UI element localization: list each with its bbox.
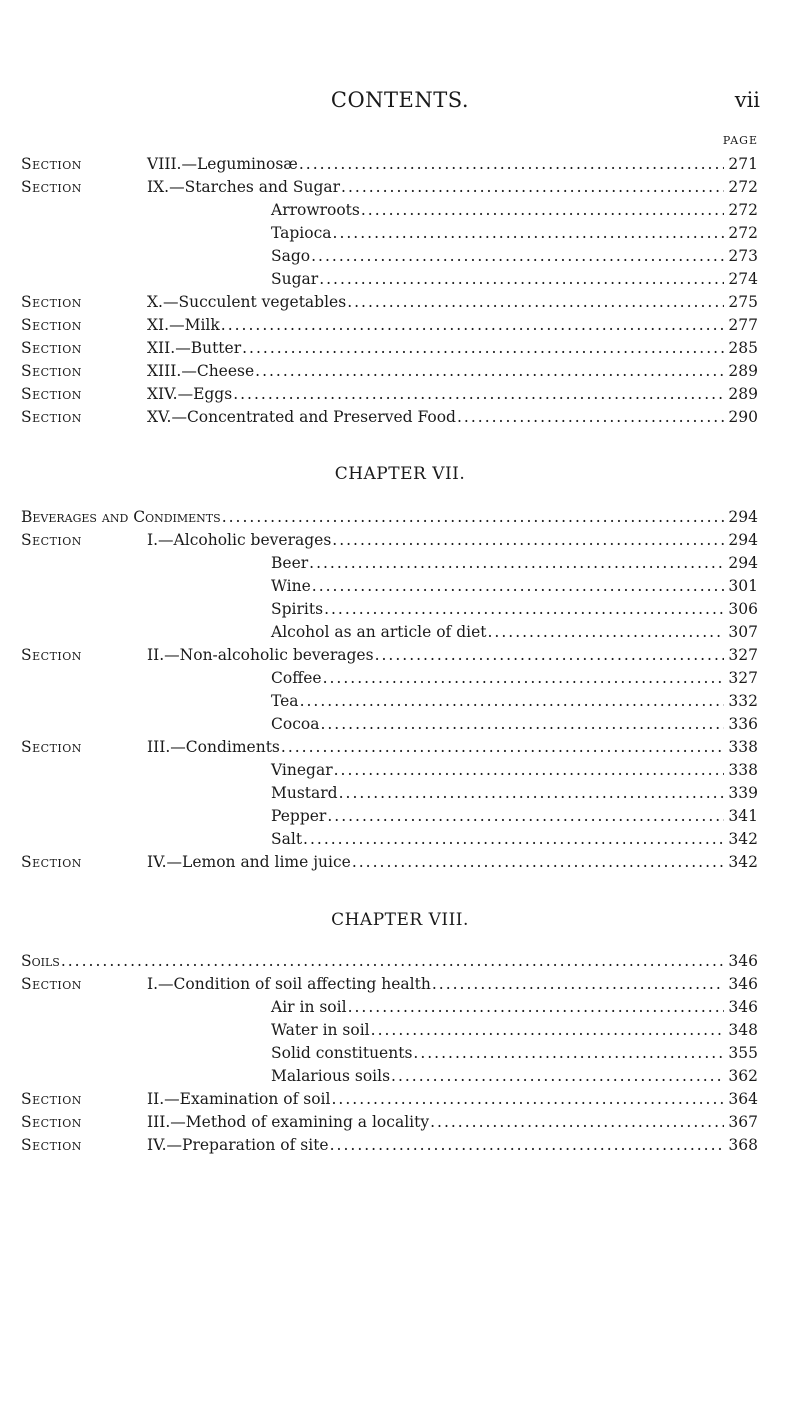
entry-title: VIII.—Leguminosæ bbox=[147, 155, 298, 173]
page-header bbox=[0, 88, 800, 118]
toc-row bbox=[0, 337, 800, 360]
leader-dots bbox=[348, 996, 725, 1019]
entry-page: 294 bbox=[728, 508, 758, 526]
entry-page: 336 bbox=[728, 715, 758, 733]
entry-page: 355 bbox=[728, 1044, 758, 1062]
entry-title: Sago bbox=[271, 247, 311, 265]
section-label: Section bbox=[21, 853, 82, 871]
entry-page: 341 bbox=[728, 807, 758, 825]
entry-page: 272 bbox=[728, 201, 758, 219]
toc-entry bbox=[147, 291, 758, 314]
leader-dots bbox=[430, 1111, 724, 1134]
toc-entry bbox=[271, 782, 758, 805]
leader-dots bbox=[281, 736, 725, 759]
toc-row bbox=[0, 782, 800, 805]
entry-page: 306 bbox=[728, 600, 758, 618]
toc-entry bbox=[147, 736, 758, 759]
section-label: Section bbox=[21, 1090, 82, 1108]
toc-entry bbox=[147, 153, 758, 176]
toc-entry bbox=[21, 950, 758, 973]
leader-dots bbox=[332, 529, 724, 552]
entry-page: 348 bbox=[728, 1021, 758, 1039]
entry-title: Cocoa bbox=[271, 715, 320, 733]
entry-title: XIV.—Eggs bbox=[147, 385, 233, 403]
entry-page: 327 bbox=[728, 669, 758, 687]
section-label: Section bbox=[21, 738, 82, 756]
entry-page: 327 bbox=[728, 646, 758, 664]
toc-row bbox=[0, 973, 800, 996]
toc-entry bbox=[271, 552, 758, 575]
page-column-label: PAGE bbox=[722, 134, 758, 147]
toc-row bbox=[0, 552, 800, 575]
leader-dots bbox=[352, 851, 725, 874]
entry-page: 277 bbox=[728, 316, 758, 334]
entry-title: Salt bbox=[271, 830, 303, 848]
toc-row bbox=[0, 575, 800, 598]
section-label: Section bbox=[21, 339, 82, 357]
leader-dots bbox=[333, 222, 725, 245]
section-label: Section bbox=[21, 975, 82, 993]
leader-dots bbox=[391, 1065, 724, 1088]
leader-dots bbox=[233, 383, 724, 406]
entry-page: 289 bbox=[728, 385, 758, 403]
leader-dots bbox=[303, 828, 724, 851]
leader-dots bbox=[330, 1134, 725, 1157]
toc-entry bbox=[271, 1019, 758, 1042]
toc-row bbox=[0, 950, 800, 973]
entry-page: 294 bbox=[728, 531, 758, 549]
toc-entry bbox=[147, 973, 758, 996]
toc-entry bbox=[271, 575, 758, 598]
leader-dots bbox=[309, 552, 724, 575]
toc-entry bbox=[271, 996, 758, 1019]
toc-entry bbox=[271, 199, 758, 222]
entry-title: Tea bbox=[271, 692, 299, 710]
toc-row bbox=[0, 667, 800, 690]
toc-entry bbox=[147, 1088, 758, 1111]
leader-dots bbox=[255, 360, 724, 383]
entry-title: XIII.—Cheese bbox=[147, 362, 255, 380]
toc-entry bbox=[271, 598, 758, 621]
toc-row bbox=[0, 153, 800, 176]
leader-dots bbox=[341, 176, 724, 199]
toc-entry bbox=[271, 667, 758, 690]
entry-title: III.—Method of examining a locality bbox=[147, 1113, 430, 1131]
toc-entry bbox=[147, 406, 758, 429]
leader-dots bbox=[312, 575, 725, 598]
section-label: Section bbox=[21, 1136, 82, 1154]
toc-row bbox=[0, 690, 800, 713]
leader-dots bbox=[222, 506, 725, 529]
leader-dots bbox=[457, 406, 724, 429]
leader-dots bbox=[327, 805, 724, 828]
toc-row bbox=[0, 621, 800, 644]
entry-title: Beer bbox=[271, 554, 309, 572]
toc-entry bbox=[271, 222, 758, 245]
toc-row bbox=[0, 291, 800, 314]
entry-title: Vinegar bbox=[271, 761, 333, 779]
toc-entry bbox=[271, 245, 758, 268]
entry-title: Beverages and Condiments bbox=[21, 508, 221, 526]
section-label: Section bbox=[21, 1113, 82, 1131]
toc-entry bbox=[271, 621, 758, 644]
toc-entry bbox=[147, 644, 758, 667]
section-label: Section bbox=[21, 646, 82, 664]
entry-title: I.—Condition of soil affecting health bbox=[147, 975, 431, 993]
leader-dots bbox=[221, 314, 725, 337]
entry-title: Pepper bbox=[271, 807, 327, 825]
entry-title: Coffee bbox=[271, 669, 322, 687]
entry-title: Solid constituents bbox=[271, 1044, 413, 1062]
leader-dots bbox=[339, 782, 725, 805]
entry-page: 342 bbox=[728, 830, 758, 848]
toc-entry bbox=[147, 851, 758, 874]
toc-row bbox=[0, 851, 800, 874]
entry-page: 294 bbox=[728, 554, 758, 572]
leader-dots bbox=[319, 268, 724, 291]
entry-title: XII.—Butter bbox=[147, 339, 242, 357]
toc-entry bbox=[147, 1134, 758, 1157]
entry-page: 364 bbox=[728, 1090, 758, 1108]
entry-page: 362 bbox=[728, 1067, 758, 1085]
toc-entry bbox=[271, 1065, 758, 1088]
leader-dots bbox=[242, 337, 724, 360]
entry-page: 346 bbox=[728, 952, 758, 970]
leader-dots bbox=[375, 644, 725, 667]
leader-dots bbox=[488, 621, 725, 644]
entry-title: Tapioca bbox=[271, 224, 332, 242]
leader-dots bbox=[347, 291, 724, 314]
toc-row bbox=[0, 1065, 800, 1088]
toc-entry bbox=[271, 268, 758, 291]
toc-entry bbox=[271, 805, 758, 828]
entry-title: Alcohol as an article of diet bbox=[271, 623, 487, 641]
entry-page: 274 bbox=[728, 270, 758, 288]
toc-row bbox=[0, 644, 800, 667]
entry-title: II.—Non-alcoholic beverages bbox=[147, 646, 374, 664]
toc-entry bbox=[271, 713, 758, 736]
toc-entry bbox=[271, 828, 758, 851]
entry-title: Soils bbox=[21, 952, 60, 970]
toc-row bbox=[0, 1019, 800, 1042]
toc-row bbox=[0, 1088, 800, 1111]
toc-entry bbox=[147, 337, 758, 360]
leader-dots bbox=[323, 667, 725, 690]
entry-title: III.—Condiments bbox=[147, 738, 280, 756]
entry-title: Wine bbox=[271, 577, 311, 595]
toc-entry bbox=[147, 1111, 758, 1134]
entry-page: 301 bbox=[728, 577, 758, 595]
entry-title: Sugar bbox=[271, 270, 319, 288]
section-label: Section bbox=[21, 362, 82, 380]
entry-page: 307 bbox=[728, 623, 758, 641]
entry-title: Water in soil bbox=[271, 1021, 370, 1039]
entry-title: Air in soil bbox=[271, 998, 347, 1016]
entry-title: Malarious soils bbox=[271, 1067, 391, 1085]
toc-row bbox=[0, 1111, 800, 1134]
section-label: Section bbox=[21, 178, 82, 196]
entry-title: Mustard bbox=[271, 784, 338, 802]
entry-page: 275 bbox=[728, 293, 758, 311]
leader-dots bbox=[371, 1019, 725, 1042]
entry-page: 368 bbox=[728, 1136, 758, 1154]
entry-title: Arrowroots bbox=[271, 201, 360, 219]
leader-dots bbox=[432, 973, 725, 996]
toc-entry bbox=[147, 360, 758, 383]
toc-row bbox=[0, 406, 800, 429]
entry-page: 272 bbox=[728, 178, 758, 196]
toc-row bbox=[0, 828, 800, 851]
entry-title: XV.—Concentrated and Preserved Food bbox=[147, 408, 456, 426]
entry-page: 271 bbox=[728, 155, 758, 173]
section-label: Section bbox=[21, 408, 82, 426]
entry-title: XI.—Milk bbox=[147, 316, 220, 334]
toc-entry bbox=[147, 314, 758, 337]
leader-dots bbox=[61, 950, 725, 973]
toc-entry bbox=[271, 1042, 758, 1065]
toc-row bbox=[0, 529, 800, 552]
section-label: Section bbox=[21, 293, 82, 311]
leader-dots bbox=[331, 1088, 724, 1111]
leader-dots bbox=[413, 1042, 724, 1065]
entry-title: I.—Alcoholic beverages bbox=[147, 531, 332, 549]
toc-row bbox=[0, 222, 800, 245]
entry-page: 339 bbox=[728, 784, 758, 802]
toc-row bbox=[0, 314, 800, 337]
entry-page: 338 bbox=[728, 738, 758, 756]
toc-row bbox=[0, 805, 800, 828]
toc-row bbox=[0, 360, 800, 383]
entry-title: II.—Examination of soil bbox=[147, 1090, 331, 1108]
toc-row bbox=[0, 713, 800, 736]
toc-row bbox=[0, 268, 800, 291]
toc-entry bbox=[271, 690, 758, 713]
page-number: vii bbox=[734, 88, 760, 112]
toc-row bbox=[0, 598, 800, 621]
chapter-heading: CHAPTER VIII. bbox=[331, 910, 469, 930]
leader-dots bbox=[320, 713, 724, 736]
leader-dots bbox=[311, 245, 724, 268]
toc-row bbox=[0, 1042, 800, 1065]
entry-page: 346 bbox=[728, 975, 758, 993]
entry-page: 289 bbox=[728, 362, 758, 380]
section-label: Section bbox=[21, 316, 82, 334]
leader-dots bbox=[361, 199, 725, 222]
toc-entry bbox=[271, 759, 758, 782]
entry-page: 273 bbox=[728, 247, 758, 265]
toc-entry bbox=[21, 506, 758, 529]
entry-page: 338 bbox=[728, 761, 758, 779]
entry-page: 346 bbox=[728, 998, 758, 1016]
toc-row bbox=[0, 383, 800, 406]
toc-entry bbox=[147, 383, 758, 406]
toc-row bbox=[0, 736, 800, 759]
entry-page: 272 bbox=[728, 224, 758, 242]
leader-dots bbox=[300, 690, 725, 713]
leader-dots bbox=[299, 153, 725, 176]
toc-row bbox=[0, 506, 800, 529]
toc-row bbox=[0, 1134, 800, 1157]
chapter-heading: CHAPTER VII. bbox=[334, 464, 466, 484]
toc-entry bbox=[147, 176, 758, 199]
entry-page: 332 bbox=[728, 692, 758, 710]
entry-title: X.—Succulent vegetables bbox=[147, 293, 347, 311]
entry-page: 285 bbox=[728, 339, 758, 357]
toc-row bbox=[0, 199, 800, 222]
section-label: Section bbox=[21, 531, 82, 549]
toc-row bbox=[0, 176, 800, 199]
entry-page: 290 bbox=[728, 408, 758, 426]
toc-row bbox=[0, 996, 800, 1019]
entry-title: IX.—Starches and Sugar bbox=[147, 178, 341, 196]
toc-row bbox=[0, 759, 800, 782]
leader-dots bbox=[334, 759, 725, 782]
section-label: Section bbox=[21, 155, 82, 173]
entry-title: IV.—Lemon and lime juice bbox=[147, 853, 351, 871]
entry-page: 342 bbox=[728, 853, 758, 871]
entry-page: 367 bbox=[728, 1113, 758, 1131]
toc-entry bbox=[147, 529, 758, 552]
page-title: CONTENTS. bbox=[330, 88, 470, 112]
leader-dots bbox=[324, 598, 724, 621]
section-label: Section bbox=[21, 385, 82, 403]
entry-title: IV.—Preparation of site bbox=[147, 1136, 329, 1154]
entry-title: Spirits bbox=[271, 600, 324, 618]
toc-row bbox=[0, 245, 800, 268]
